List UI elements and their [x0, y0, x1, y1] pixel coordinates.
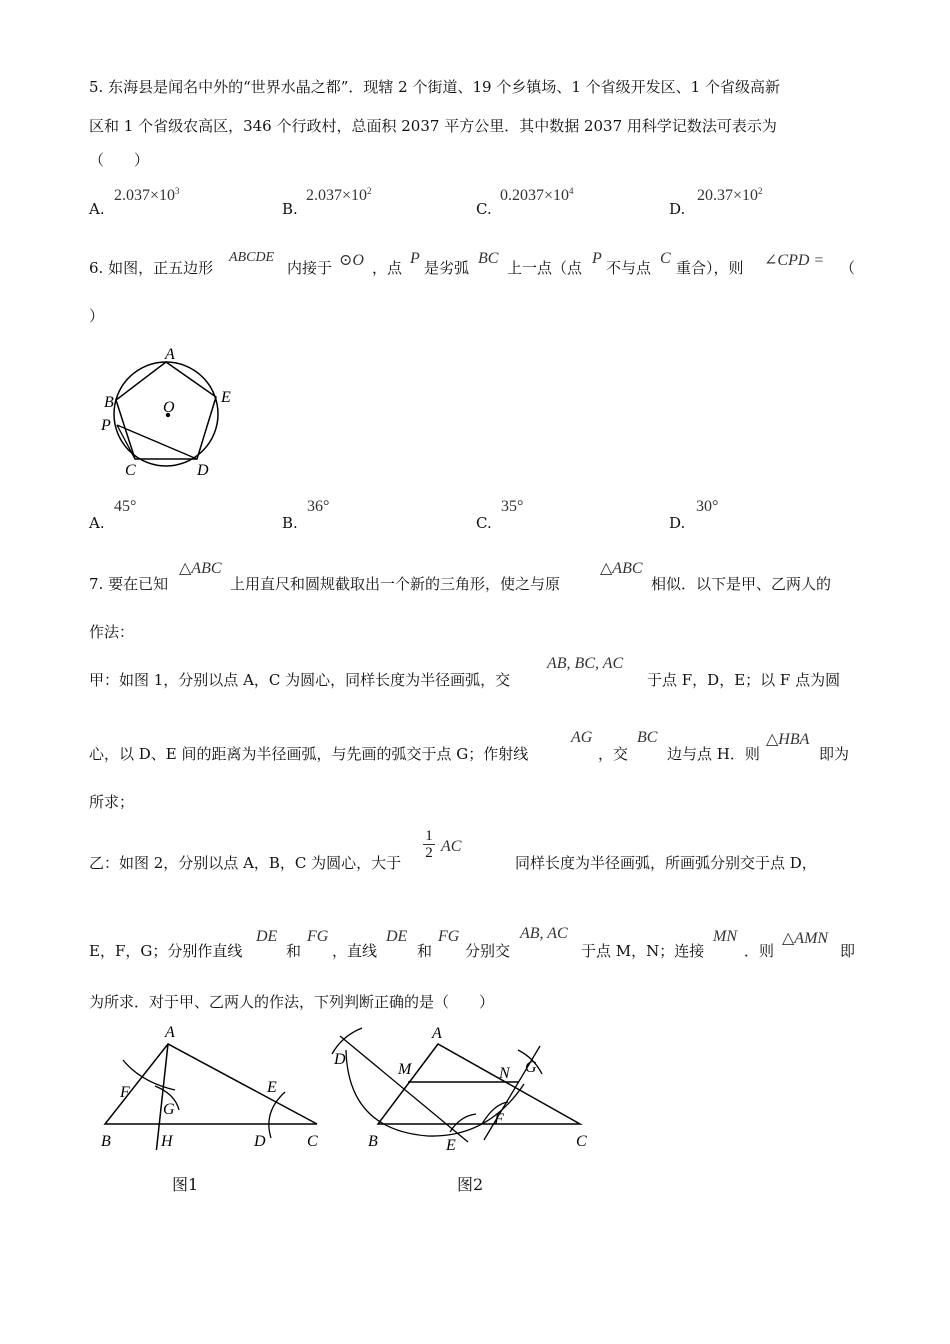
q7-figure-2: [328, 1020, 598, 1150]
label-c: C: [307, 1133, 318, 1150]
label-b: B: [101, 1133, 111, 1150]
label-o: O: [163, 399, 175, 416]
line-de: [340, 1036, 468, 1142]
label-b: B: [104, 394, 114, 411]
label-a: A: [165, 346, 175, 363]
label-c: C: [125, 462, 136, 479]
q5-line-2: 区和 1 个省级农高区，346 个行政村，总面积 2037 平方公里．其中数据 2037 用科学记数法可表示为: [89, 117, 777, 135]
label-b: B: [368, 1133, 378, 1150]
label-n: N: [499, 1065, 510, 1082]
label-m: M: [398, 1061, 412, 1078]
label-g: G: [163, 1101, 175, 1118]
label-e: E: [221, 389, 231, 406]
label-p: P: [101, 417, 111, 434]
triangle-abc: [105, 1044, 317, 1124]
label-d: D: [254, 1133, 266, 1150]
label-e: E: [267, 1079, 277, 1096]
label-f: F: [120, 1084, 130, 1101]
label-c: C: [576, 1133, 587, 1150]
label-a: A: [432, 1025, 442, 1042]
label-a: A: [165, 1024, 175, 1041]
option-letter: A.: [89, 200, 105, 218]
triangle-abc: [378, 1044, 580, 1124]
option-letter: B.: [282, 200, 298, 218]
q7-figure-1: [95, 1020, 335, 1150]
arc-f: [123, 1060, 175, 1090]
figure-2-caption: 图2: [457, 1175, 484, 1194]
label-f: F: [494, 1111, 504, 1128]
option-letter: C.: [476, 200, 492, 218]
label-e: E: [446, 1137, 456, 1150]
option-letter: D.: [669, 200, 686, 218]
q6-figure: [95, 342, 245, 482]
q5-answer-paren: （ ）: [89, 151, 150, 169]
label-g: G: [525, 1059, 537, 1076]
figure-1-caption: 图1: [172, 1175, 199, 1194]
q5-line-1: 5. 东海县是闻名中外的“世界水晶之都”．现辖 2 个街道、19 个乡镇场、1 个省级开发区、1 个省级高新: [89, 78, 780, 96]
label-h: H: [161, 1133, 173, 1150]
label-d: D: [334, 1051, 346, 1068]
label-d: D: [197, 462, 209, 479]
